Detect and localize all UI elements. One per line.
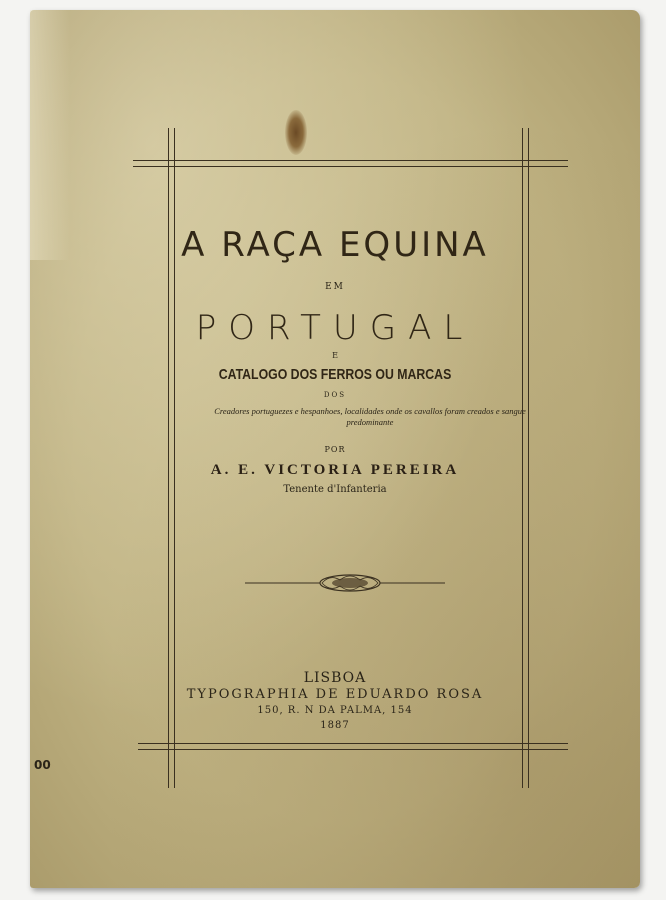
cover-stain [285, 110, 307, 155]
author-connector-por: POR [324, 445, 346, 454]
cover-wear [30, 10, 70, 260]
book-title: A RAÇA EQUINA [181, 225, 489, 265]
publisher: TYPOGRAPHIA DE EDUARDO ROSA [186, 687, 484, 702]
author-name: A. E. VICTORIA PEREIRA [210, 462, 460, 478]
publication-year: 1887 [320, 720, 350, 731]
publication-city: LISBOA [303, 670, 367, 686]
title-connector-em: EM [325, 282, 345, 292]
subtitle-connector-dos: DOS [323, 391, 347, 399]
author-rank: Tenente d'Infanteria [283, 484, 387, 495]
border-rule-top [133, 160, 568, 167]
title-connector-e: E [332, 351, 338, 360]
ornament-divider-icon [30, 568, 640, 598]
border-rule-bottom [138, 743, 568, 750]
book-description: Creadores portuguezes e hespanhoes, localidades onde os cavallos foram creados e sangue predominante [214, 406, 526, 427]
book-title-country: PORTUGAL [195, 308, 475, 348]
spine-label: 00 [34, 758, 51, 772]
book-cover [30, 10, 640, 888]
book-subtitle: CATALOGO DOS FERROS OU MARCAS [218, 366, 452, 383]
publisher-address: 150, R. N DA PALMA, 154 [257, 705, 413, 716]
